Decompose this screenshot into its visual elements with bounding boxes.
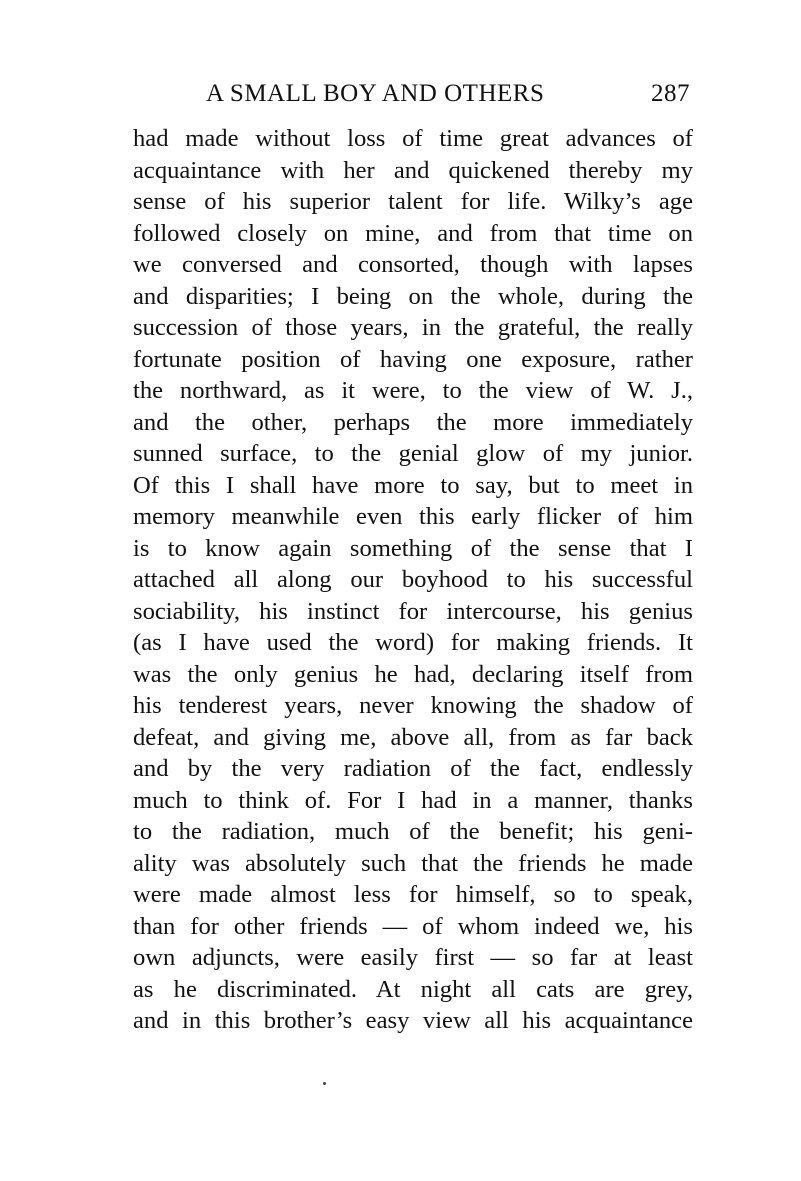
text-line: own adjuncts, were easily first — so far at least	[133, 944, 693, 971]
body-text	[133, 123, 693, 1037]
text-line: fortunate position of having one exposure, rather	[133, 345, 693, 373]
text-line: the northward, as it were, to the view of W. J.,	[133, 377, 693, 404]
text-line: had made without loss of time great advances of	[133, 125, 693, 152]
text-line: is to know again something of the sense that I	[133, 534, 693, 562]
print-speck	[323, 1082, 326, 1085]
text-line: attached all along our boyhood to his successful	[133, 566, 693, 593]
text-line: ality was absolutely such that the friends he made	[133, 849, 693, 877]
text-line: his tenderest years, never knowing the shadow of	[133, 692, 693, 719]
text-line: to the radiation, much of the benefit; his geni-	[133, 818, 693, 845]
text-line: (as I have used the word) for making friends. It	[133, 629, 693, 656]
text-line: succession of those years, in the grateful, the really	[133, 314, 693, 341]
text-line: was the only genius he had, declaring itself from	[133, 660, 693, 688]
text-line: sociability, his instinct for intercourse, his genius	[133, 597, 693, 625]
text-line: and in this brother’s easy view all his acquaintance	[133, 1007, 693, 1034]
text-line: sense of his superior talent for life. Wilky’s age	[133, 188, 693, 215]
text-line: sunned surface, to the genial glow of my junior.	[133, 440, 693, 467]
running-title: A SMALL BOY AND OTHERS	[206, 80, 545, 107]
text-line: much to think of. For I had in a manner, thanks	[133, 786, 693, 814]
text-line: defeat, and giving me, above all, from as far back	[133, 723, 693, 751]
text-line: and the other, perhaps the more immediately	[133, 408, 693, 436]
text-line: than for other friends — of whom indeed we, his	[133, 912, 693, 940]
text-line: acquaintance with her and quickened thereby my	[133, 156, 693, 184]
text-line: were made almost less for himself, so to speak,	[133, 881, 693, 908]
text-line: as he discriminated. At night all cats are grey,	[133, 975, 693, 1003]
text-line: and by the very radiation of the fact, endlessly	[133, 755, 693, 782]
page-number: 287	[651, 80, 690, 107]
text-line: we conversed and consorted, though with lapses	[133, 251, 693, 278]
text-line: followed closely on mine, and from that time on	[133, 219, 693, 247]
text-line: Of this I shall have more to say, but to meet in	[133, 471, 693, 499]
running-head	[133, 80, 693, 114]
text-line: and disparities; I being on the whole, during the	[133, 282, 693, 310]
text-line: memory meanwhile even this early flicker of him	[133, 503, 693, 530]
